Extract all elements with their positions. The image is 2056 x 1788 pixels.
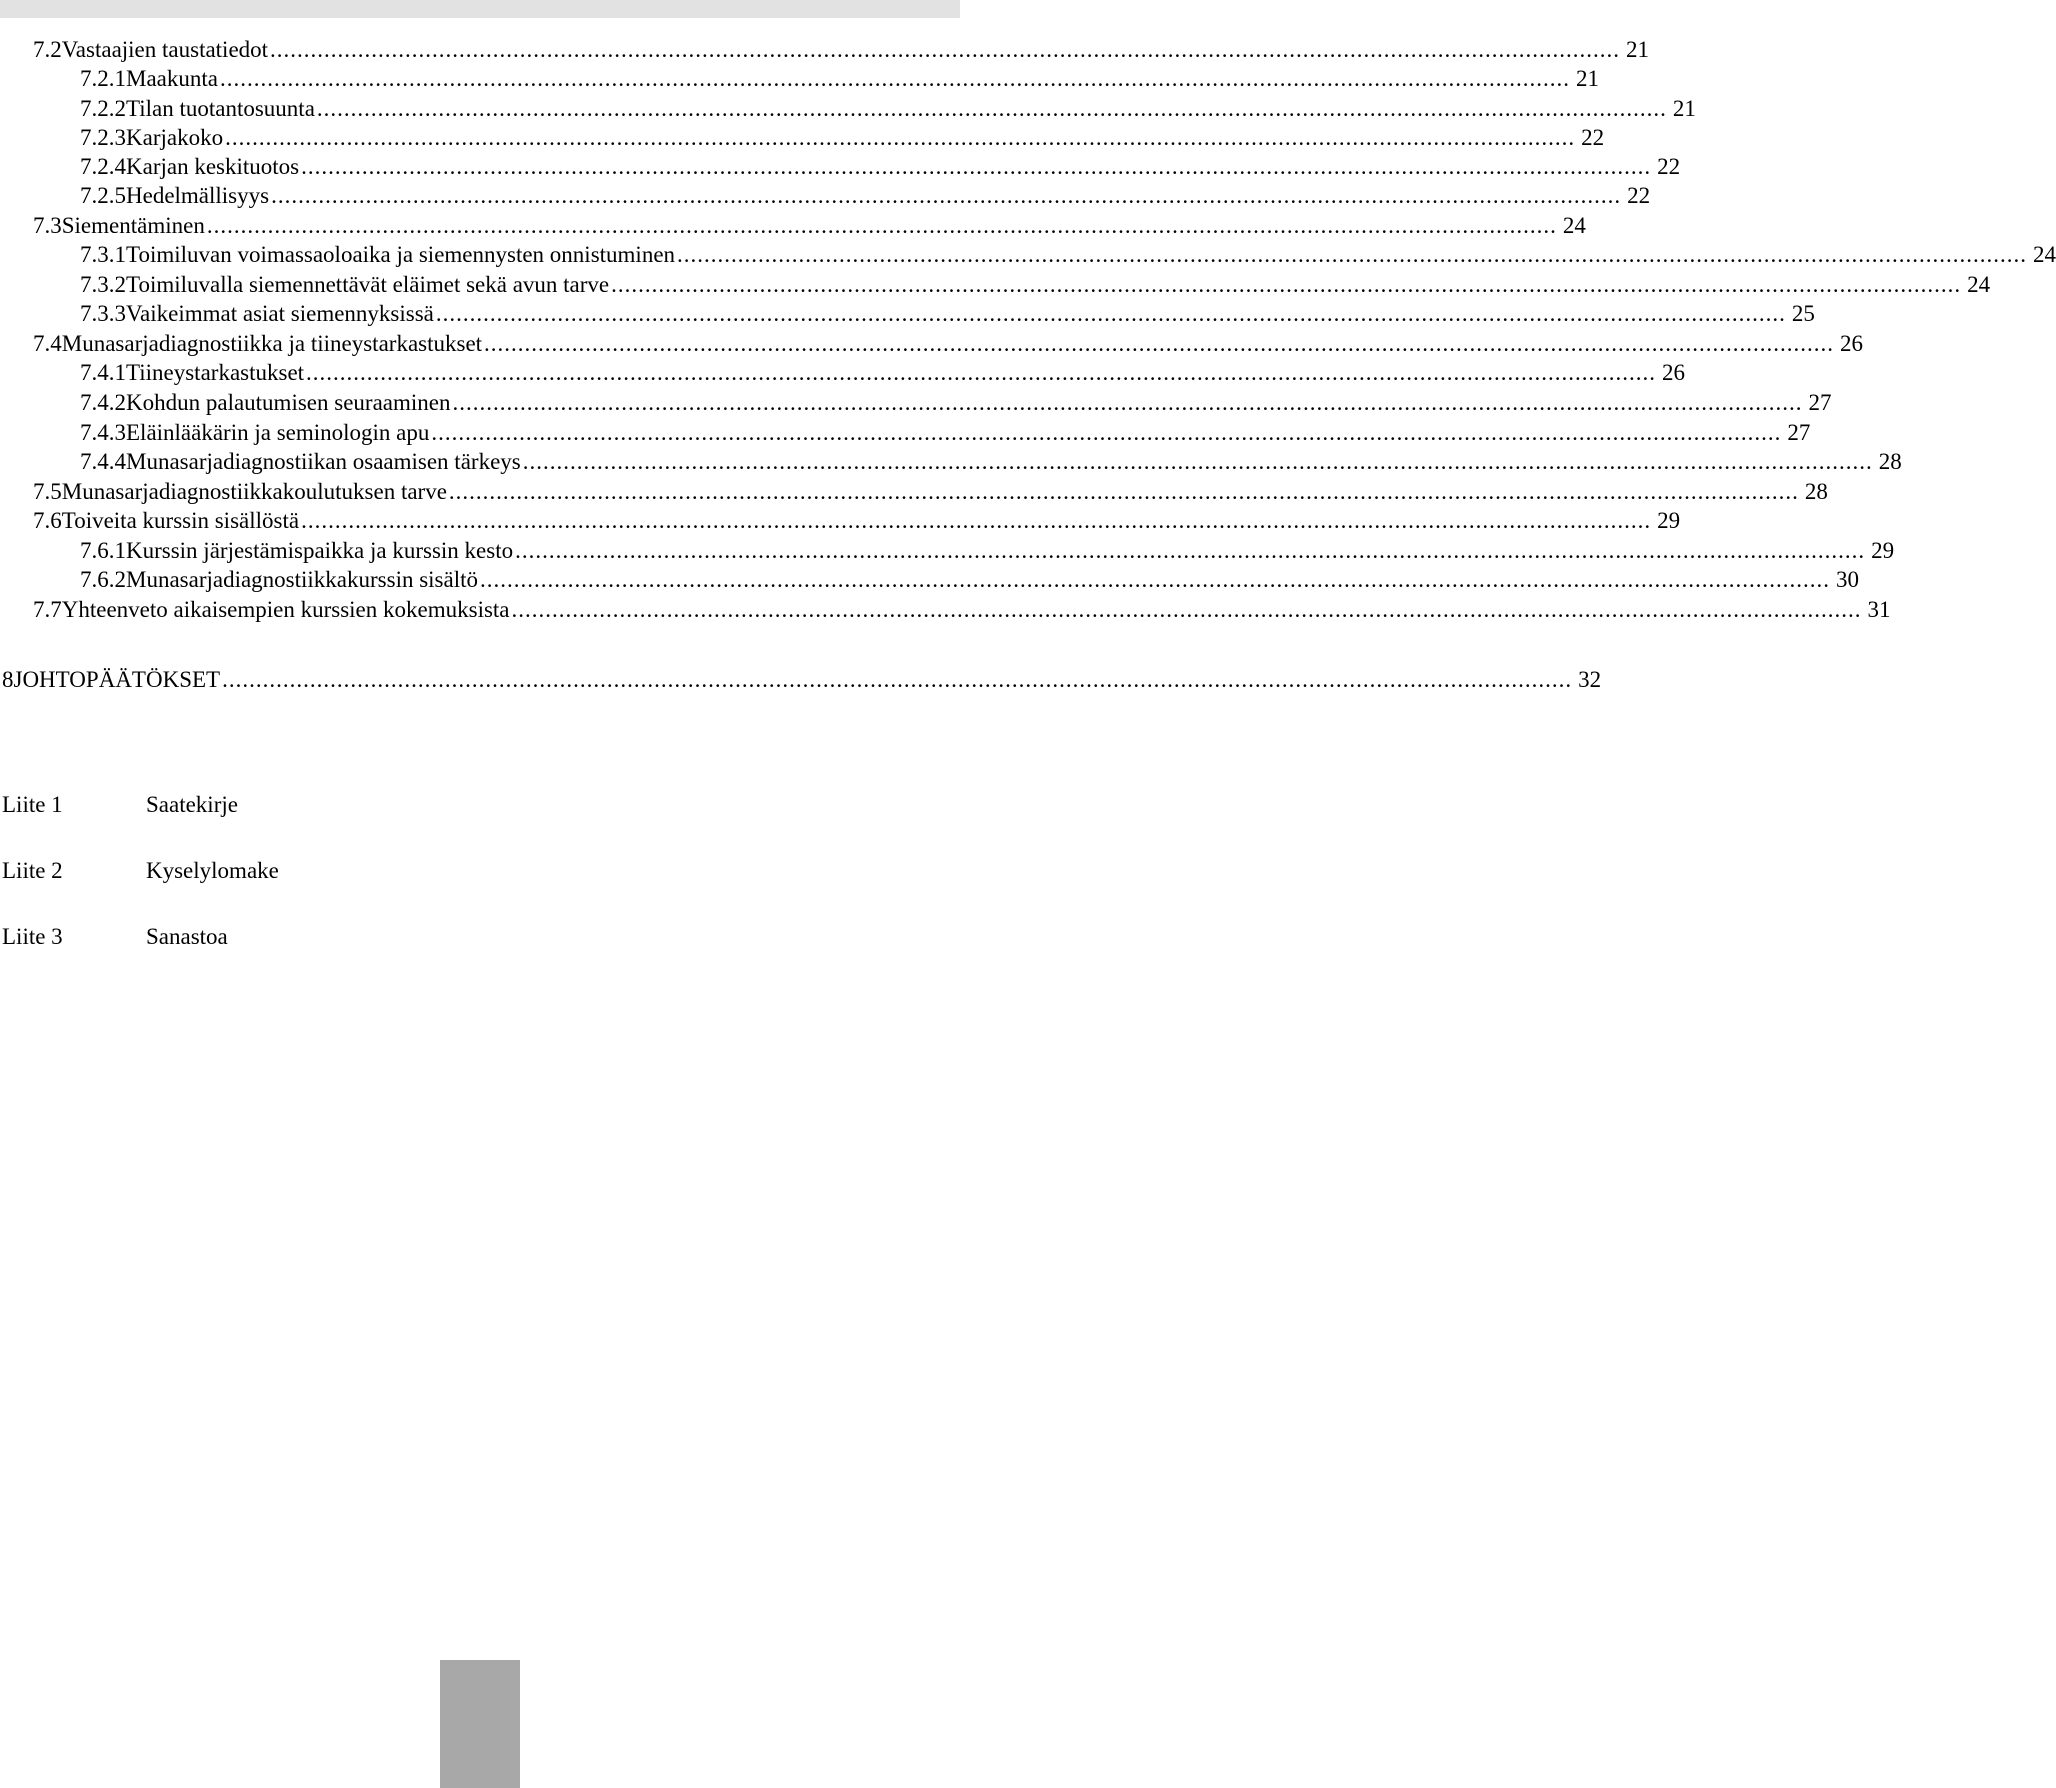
toc-entry-page: 24 [1967,272,1991,297]
toc-entry-page: 24 [1562,213,1586,238]
toc-leader-dots: ........................................................................................................................................................................................................ [611,272,1962,297]
toc-entry-title: JOHTOPÄÄTÖKSET [13,667,221,692]
appendix-item [0,790,400,820]
toc-leader-dots: ........................................................................................................................................................................................................ [515,538,1866,563]
toc-entry [80,388,1832,418]
toc-leader-dots: ........................................................................................................................................................................................................ [480,567,1830,592]
appendix-label: Liite 2 [2,858,63,883]
toc-entry [80,358,1686,388]
toc-entry [80,152,1681,182]
toc-leader-dots: ........................................................................................................................................................................................................ [435,301,1786,326]
toc-entry-title: Munasarjadiagnostiikka ja tiineystarkastukset [61,331,483,356]
toc-entry-number: 7.2 [33,37,62,62]
toc-leader-dots: ........................................................................................................................................................................................................ [448,479,1799,504]
toc-entry [33,211,1586,241]
toc-entry [2,665,1602,695]
toc-leader-dots: ........................................................................................................................................................................................................ [306,360,1657,385]
toc-entry-number: 7.7 [33,597,62,622]
toc-leader-dots: ........................................................................................................................................................................................................ [511,597,1862,622]
toc-entry-number: 7.2.3 [80,125,126,150]
toc-leader-dots: ........................................................................................................................................................................................................ [677,242,2028,267]
toc-entry-title: Tiineystarkastukset [126,360,305,385]
appendix-label: Liite 3 [2,924,63,949]
toc-leader-dots: ........................................................................................................................................................................................................ [225,125,1576,150]
toc-leader-dots: ........................................................................................................................................................................................................ [452,390,1803,415]
toc-entry [80,270,1991,300]
toc-entry-title: Toimiluvan voimassaoloaika ja siemennysten onnistuminen [126,242,676,267]
toc-entry-number: 7.6.1 [80,538,126,563]
toc-entry-title: Kurssin järjestämispaikka ja kurssin kesto [126,538,514,563]
top-bar [0,0,960,18]
toc-entry [33,329,1864,359]
appendix-item [0,856,400,886]
toc-entry-number: 7.4.1 [80,360,126,385]
toc-entry-page: 32 [1578,667,1602,692]
toc-entry-number: 8 [2,667,14,692]
toc-leader-dots: ........................................................................................................................................................................................................ [301,508,1652,533]
toc-entry [80,94,1696,124]
toc-leader-dots: ........................................................................................................................................................................................................ [301,154,1652,179]
toc-entry-title: Munasarjadiagnostiikkakoulutuksen tarve [61,479,447,504]
toc-leader-dots: ........................................................................................................................................................................................................ [431,420,1782,445]
toc-entry-number: 7.2.5 [80,183,126,208]
toc-entry-page: 21 [1672,96,1696,121]
toc-entry-page: 29 [1657,508,1681,533]
appendix-label: Liite 1 [2,792,63,817]
toc-entry-page: 21 [1575,66,1599,91]
toc-entry-title: Munasarjadiagnostiikan osaamisen tärkeys [126,449,521,474]
appendix-item [0,922,400,952]
toc-entry-title: Tilan tuotantosuunta [126,96,315,121]
toc-leader-dots: ........................................................................................................................................................................................................ [484,331,1835,356]
toc-entry-title: Siementäminen [61,213,205,238]
toc-entry [80,536,1895,566]
toc-entry-number: 7.4.4 [80,449,126,474]
toc-entry-page: 25 [1791,301,1815,326]
toc-entry-title: Yhteenveto aikaisempien kurssien kokemuksista [61,597,510,622]
toc-entry-page: 28 [1804,479,1828,504]
toc-entry-title: Vaikeimmat asiat siemennyksissä [126,301,434,326]
toc-entry [80,64,1599,94]
toc-leader-dots: ........................................................................................................................................................................................................ [270,37,1621,62]
toc-entry-page: 28 [1878,449,1902,474]
toc-entry [80,240,2056,270]
toc-entry-title: Munasarjadiagnostiikkakurssin sisältö [126,567,478,592]
toc-entry-number: 7.3.3 [80,301,126,326]
toc-entry-page: 26 [1662,360,1686,385]
toc-entry-number: 7.4.2 [80,390,126,415]
toc-entry-number: 7.5 [33,479,62,504]
toc-entry [80,418,1811,448]
toc-entry [80,565,1859,595]
toc-entry-title: Toiveita kurssin sisällöstä [61,508,300,533]
toc-entry-title: Maakunta [126,66,218,91]
toc-entry-page: 22 [1657,154,1681,179]
toc-entry [80,181,1651,211]
toc-entry-page: 31 [1867,597,1891,622]
toc-entry-number: 7.4.3 [80,420,126,445]
toc-entry [33,477,1828,507]
toc-entry-page: 26 [1840,331,1864,356]
toc-entry-title: Kohdun palautumisen seuraaminen [126,390,451,415]
toc-leader-dots: ........................................................................................................................................................................................................ [271,183,1622,208]
appendix-title: Sanastoa [146,924,228,949]
toc-entry-page: 29 [1871,538,1895,563]
appendix-title: Saatekirje [146,792,238,817]
toc-entry [33,506,1681,536]
toc-leader-dots: ........................................................................................................................................................................................................ [206,213,1557,238]
toc-entry [80,123,1605,153]
toc-leader-dots: ........................................................................................................................................................................................................ [222,667,1573,692]
toc-entry-number: 7.6 [33,508,62,533]
toc-entry-number: 7.3 [33,213,62,238]
toc-entry-title: Karjan keskituotos [126,154,300,179]
toc-entry-number: 7.4 [33,331,62,356]
toc-entry [80,299,1815,329]
toc-entry-title: Toimiluvalla siemennettävät eläimet sekä avun tarve [126,272,610,297]
toc-entry-title: Vastaajien taustatiedot [61,37,269,62]
toc-entry-number: 7.2.1 [80,66,126,91]
toc-entry-number: 7.3.2 [80,272,126,297]
toc-entry-page: 27 [1808,390,1832,415]
toc-entry-page: 27 [1787,420,1811,445]
toc-entry-page: 22 [1627,183,1651,208]
page-footer-block [440,1660,520,1788]
toc-entry-title: Eläinlääkärin ja seminologin apu [126,420,430,445]
toc-entry [80,447,1902,477]
toc-entry [33,35,1650,65]
toc-leader-dots: ........................................................................................................................................................................................................ [522,449,1873,474]
toc-entry-title: Hedelmällisyys [126,183,270,208]
toc-entry-page: 30 [1836,567,1859,592]
toc-entry-page: 21 [1626,37,1650,62]
toc-entry-title: Karjakoko [126,125,224,150]
toc-entry-number: 7.6.2 [80,567,126,592]
toc-entry-number: 7.2.2 [80,96,126,121]
toc-entry-page: 22 [1581,125,1605,150]
toc-entry-number: 7.3.1 [80,242,126,267]
appendix-title: Kyselylomake [146,858,279,883]
toc-entry [33,595,1891,625]
toc-leader-dots: ........................................................................................................................................................................................................ [219,66,1570,91]
toc-entry-number: 7.2.4 [80,154,126,179]
toc-entry-page: 24 [2033,242,2056,267]
toc-leader-dots: ........................................................................................................................................................................................................ [316,96,1667,121]
